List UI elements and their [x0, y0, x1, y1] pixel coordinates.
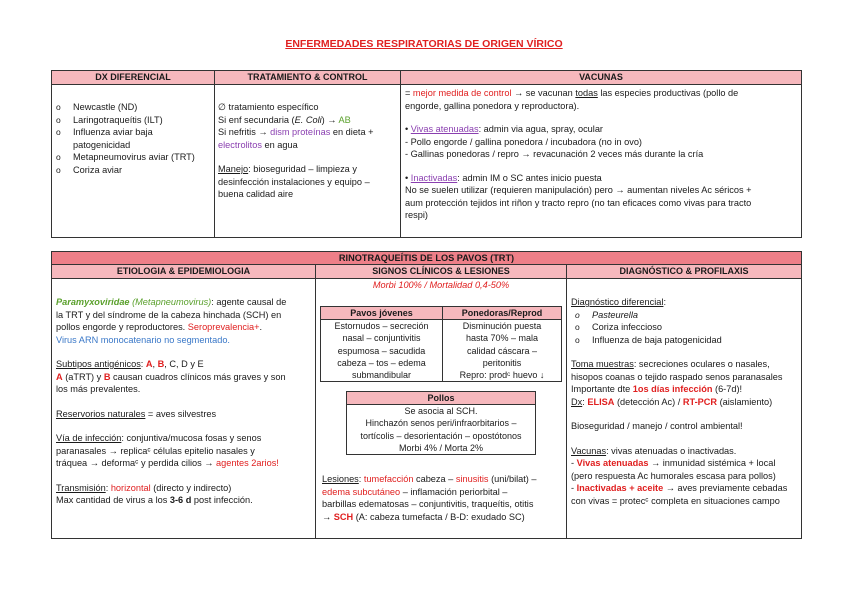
ponedoras-cell: Disminución puesta hasta 70% – mala calidad cáscara – peritonitis Repro: prodᶜ huevo ↓	[443, 320, 562, 382]
vacunas-line: Vacunas: vivas atenuadas o inactivadas.	[571, 445, 737, 456]
trat-line: electrolitos en agua	[218, 139, 298, 150]
pollos-cell: Se asocia al SCH. Hinchazón senos peri/infraorbitarios – tortícolis – desorientación – opostótonos Morbi 4% / Morta 2%	[347, 405, 536, 455]
via-line: tráquea → deformaᶜ y perdida cilios → agentes 2arios!	[56, 458, 279, 468]
manejo-line: buena calidad aire	[218, 189, 294, 199]
inact-line: • Inactivadas: admin IM o SC antes inicio puesta	[405, 172, 602, 183]
tratamiento-cell	[218, 85, 398, 237]
list-item: o Influenza aviar baja	[52, 126, 212, 139]
header-tratamiento: TRATAMIENTO & CONTROL	[215, 71, 400, 85]
vacunas-cell	[405, 85, 797, 237]
list-item-continuation: patogenicidad	[73, 139, 131, 150]
transmision-line: Transmisión: horizontal (directo y indirecto)	[56, 482, 232, 493]
subtipos-line: A (aTRT) y B causan cuadros clínicos más graves y son	[56, 371, 286, 382]
lesiones-block	[322, 473, 562, 523]
header-diagnostico: DIAGNÓSTICO & PROFILAXIS	[567, 265, 801, 279]
inact-line: respi)	[405, 210, 428, 220]
list-item: o Pasteurella	[571, 309, 799, 322]
transmision-line: Max cantidad de virus a los 3-6 d post infección.	[56, 495, 253, 505]
trt-title: RINOTRAQUEÍTIS DE LOS PAVOS (TRT)	[52, 252, 801, 265]
differential-table	[51, 70, 802, 238]
manejo-line: Manejo: bioseguridad – limpieza y	[218, 164, 357, 174]
dd-line: Diagnóstico diferencial:	[571, 297, 666, 307]
inact-line: aum protección tejidos int riñon y tracto repro (no tan eficaces como vivas para tracto	[405, 197, 752, 208]
etio-line: Virus ARN monocatenario no segmentado.	[56, 334, 230, 345]
vivas-line: - Gallinas ponedoras / repro → revacunación 2 veces más durante la cría	[405, 149, 704, 159]
list-item: o Coriza aviar	[52, 164, 212, 177]
morbilidad-text: Morbi 100% / Mortalidad 0,4-50%	[372, 280, 510, 290]
pavos-header: Pavos jóvenes	[321, 307, 443, 320]
pollos-table	[346, 391, 536, 455]
trat-line: Si enf secundaria (E. Coli) → AB	[218, 114, 351, 125]
vivas-line: • Vivas atenuadas: admin via agua, spray, ocular	[405, 124, 603, 134]
pavos-cell: Estornudos – secreción nasal – conjuntivitis espumosa – sacudida cabeza – tos – edema submandibular	[321, 320, 443, 382]
etio-line: pollos engorde y reproductores. Seroprevalencia+.	[56, 322, 263, 332]
pollos-header: Pollos	[347, 392, 536, 405]
reservorios-line: Reservorios naturales = aves silvestres	[56, 408, 217, 419]
via-line: Vía de infección: conjuntiva/mucosa fosas y senos	[56, 433, 262, 443]
manejo-line: desinfección instalaciones y equipo –	[218, 176, 370, 187]
dx-list-cell	[52, 85, 212, 237]
list-item: o Newcastle (ND)	[52, 101, 212, 114]
list-item: o Metapneumovirus aviar (TRT)	[52, 151, 212, 164]
lesiones-line: → SCH (A: cabeza tumefacta / B-D: exudado SC)	[322, 511, 525, 522]
trat-line: ∅ tratamiento específico	[218, 102, 319, 112]
vacunas-line: (pero respuesta Ac humorales escasa para pollos)	[571, 470, 776, 481]
list-item: o Influenza de baja patogenicidad	[571, 334, 799, 347]
etiologia-cell	[56, 279, 313, 538]
dd-list	[571, 309, 799, 347]
lesiones-line: edema subcutáneo – inflamación periorbital –	[322, 486, 508, 497]
page-title: ENFERMEDADES RESPIRATORIAS DE ORIGEN VÍRICO	[285, 38, 563, 50]
diagnostico-cell	[571, 279, 799, 538]
signos-cell	[316, 279, 566, 538]
trat-line: Si nefritis → dism proteínas en dieta +	[218, 127, 374, 137]
muestras-line: Toma muestras: secreciones oculares o nasales,	[571, 359, 770, 369]
bioseguridad-line: Bioseguridad / manejo / control ambiental!	[571, 421, 743, 431]
lesiones-line: Lesiones: tumefacción cabeza – sinusitis (uni/bilat) –	[322, 474, 537, 484]
vacunas-line: - Inactivadas + aceite → aves previamente cebadas	[571, 483, 788, 493]
signos-table	[320, 306, 562, 382]
list-item: o Coriza infeccioso	[571, 321, 799, 334]
header-signos: SIGNOS CLÍNICOS & LESIONES	[316, 265, 566, 279]
vacunas-line: con vivas = protecᶜ completa en situaciones campo	[571, 495, 780, 506]
dx-line: Dx: ELISA (detección Ac) / RT-PCR (aislamiento)	[571, 396, 773, 407]
etio-line: la TRT y del síndrome de la cabeza hinchada (SCH) en	[56, 309, 282, 320]
etio-line: Paramyxoviridae (Metapneumovirus): agente causal de	[56, 297, 287, 307]
vacunas-line: - Vivas atenuadas → inmunidad sistémica + local	[571, 458, 776, 468]
vac-line: = mejor medida de control → se vacunan todas las especies productivas (pollo de	[405, 88, 739, 98]
vivas-line: - Pollo engorde / gallina ponedora / incubadora (no in ovo)	[405, 136, 642, 147]
trt-table	[51, 251, 802, 539]
via-line: paranasales → replicaᶜ células epitelio nasales y	[56, 445, 255, 456]
subtipos-line: Subtipos antigénicos: A, B, C, D y E	[56, 359, 204, 369]
muestras-line: hisopos coanas o tejido raspado senos paranasales	[571, 371, 783, 382]
inact-line: No se suelen utilizar (requieren manipulación) pero → aumentan niveles Ac séricos +	[405, 185, 752, 195]
lesiones-line: barbillas edematosas – conjuntivitis, traqueítis, otitis	[322, 499, 534, 509]
muestras-line: Importante dte 1os días infección (6-7d)!	[571, 384, 743, 394]
vac-line: engorde, gallina ponedora y reproductora).	[405, 100, 580, 111]
header-vacunas: VACUNAS	[401, 71, 801, 85]
header-dx: DX DIFERENCIAL	[52, 71, 214, 85]
dx-list	[52, 101, 212, 176]
list-item: o Laringotraqueítis (ILT)	[52, 114, 212, 127]
subtipos-line: los más prevalentes.	[56, 384, 141, 394]
header-etiologia: ETIOLOGIA & EPIDEMIOLOGIA	[52, 265, 315, 279]
ponedoras-header: Ponedoras/Reprod	[443, 307, 562, 320]
